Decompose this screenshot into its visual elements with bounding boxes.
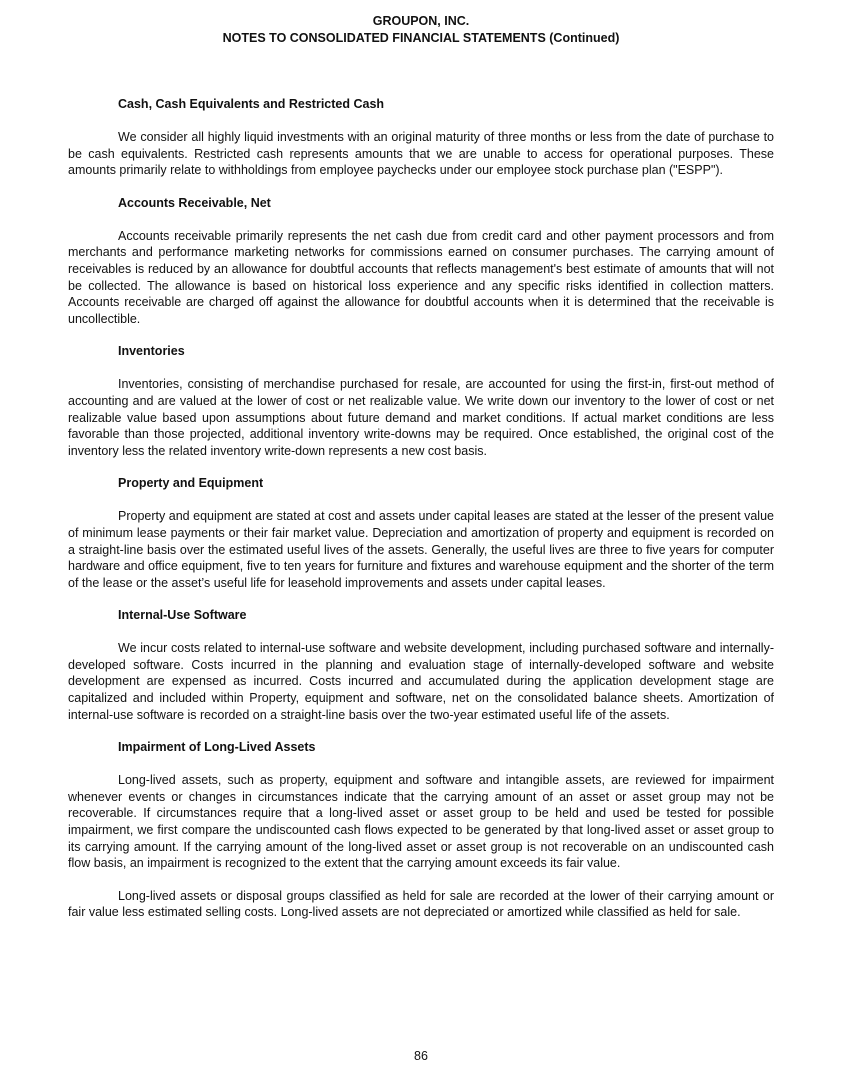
section-heading: Property and Equipment	[118, 476, 264, 491]
section-heading: Inventories	[118, 344, 185, 359]
paragraph: We incur costs related to internal-use software and website development, including purchased software and internally-developed software. Costs incurred in the planning and evaluation stage of internally-developed software and website development are expensed as incurred. Costs incurred and accumulated during the application development stage are capitalized and included within Property, equipment and software, net on the consolidated balance sheets. Amortization of internal-use software is recorded on a straight-line basis over the two-year estimated useful life of the assets.	[68, 641, 774, 722]
paragraph: Property and equipment are stated at cost and assets under capital leases are stated at the lesser of the present value of minimum lease payments or their fair market value. Depreciation and amortization of property and equipment is recorded on a straight-line basis over the estimated useful lives of the assets. Generally, the useful lives are three to five years for computer hardware and office equipment, five to ten years for furniture and fixtures and warehouse equipment and the shorter of the term of the lease or the asset’s useful life for leasehold improvements and assets under capital leases.	[68, 509, 774, 590]
section-impairment	[68, 739, 774, 921]
paragraph: Long-lived assets, such as property, equipment and software and intangible assets, are reviewed for impairment whenever events or changes in circumstances indicate that the carrying amount of an asset or asset group may not be recoverable. If circumstances require that a long-lived asset or asset group to be held and used be tested for possible impairment, we first compare the undiscounted cash flows expected to be generated by that long-lived asset or asset group to its carrying amount. If the carrying amount of the long-lived asset or asset group is not recoverable on an undiscounted cash flow basis, an impairment is recognized to the extent that the carrying amount exceeds its fair value.	[68, 773, 774, 871]
page-header	[0, 13, 842, 47]
document-body	[68, 96, 774, 937]
section-heading: Cash, Cash Equivalents and Restricted Cash	[118, 97, 385, 111]
section-accounts-receivable	[68, 195, 774, 328]
notes-title: NOTES TO CONSOLIDATED FINANCIAL STATEMENTS (Continued)	[222, 31, 620, 45]
paragraph: Long-lived assets or disposal groups classified as held for sale are recorded at the lower of their carrying amount or fair value less estimated selling costs. Long-lived assets are not depreciated or amortized while classified as held for sale.	[68, 888, 774, 920]
company-name: GROUPON, INC.	[372, 14, 470, 28]
section-heading: Impairment of Long-Lived Assets	[118, 740, 316, 755]
section-cash	[68, 96, 774, 179]
paragraph: Inventories, consisting of merchandise purchased for resale, are accounted for using the first-in, first-out method of accounting and are valued at the lower of cost or net realizable value. We write down our inventory to the lower of cost or net realizable value based upon assumptions about future demand and market conditions. If actual market conditions are less favorable than those projected, additional inventory write-downs may be required. Once established, the original cost of the inventory less the related inventory write-down represents a new cost basis.	[68, 377, 774, 458]
paragraph: We consider all highly liquid investments with an original maturity of three months or less from the date of purchase to be cash equivalents. Restricted cash represents amounts that we are unable to access for operational purposes. These amounts primarily relate to withholdings from employee paychecks under our employee stock purchase plan ("ESPP").	[68, 130, 774, 178]
section-heading: Internal-Use Software	[118, 608, 247, 623]
section-heading: Accounts Receivable, Net	[118, 195, 271, 210]
paragraph: Accounts receivable primarily represents the net cash due from credit card and other payment processors and from merchants and performance marketing networks for commissions earned on consumer purchases. The carrying amount of receivables is reduced by an allowance for doubtful accounts that reflects management's best estimate of amounts that will not be collected. The allowance is based on historical loss experience and any specific risks identified in collection matters. Accounts receivable are charged off against the allowance for doubtful accounts when it is determined that the receivable is uncollectible.	[68, 228, 774, 326]
section-internal-use-software	[68, 607, 774, 723]
page-number: 86	[414, 1049, 428, 1063]
section-inventories	[68, 343, 774, 459]
section-property-equipment	[68, 475, 774, 591]
